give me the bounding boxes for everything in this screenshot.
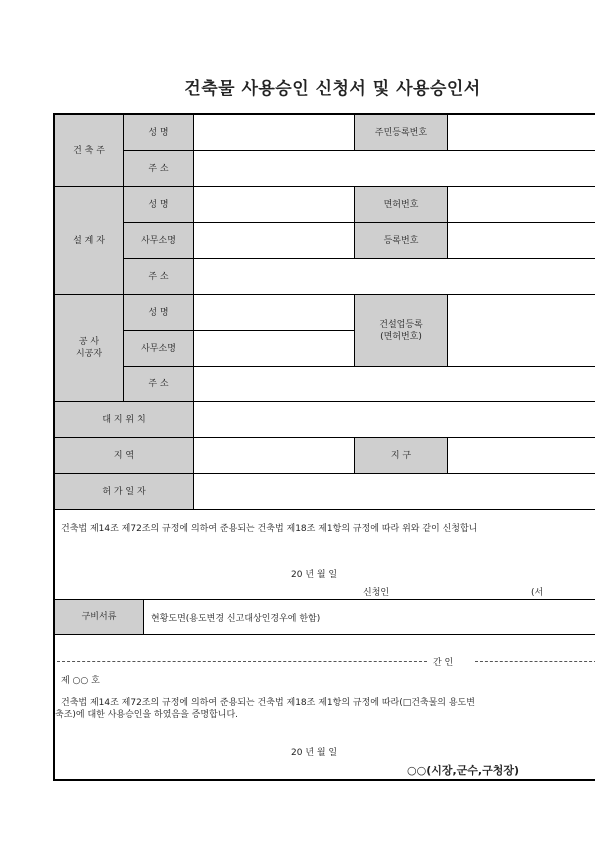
certificate-text-1: 건축법 제14조 제72조의 규정에 의하여 준용되는 건축법 제18조 제1항의 규정에 따라(□건축물의 용도변: [61, 698, 475, 708]
certificate-date: 20 년 월 일: [291, 748, 338, 758]
documents-text: 현황도면(용도변경 신고대상인경우에 한함): [151, 614, 321, 624]
designer-license-label: 면허번호: [355, 187, 448, 223]
permit-date-label: 허 가 일 자: [55, 474, 194, 510]
zone-field[interactable]: [194, 438, 355, 474]
permit-date-field[interactable]: [194, 474, 595, 510]
designer-group-label: 설 계 자: [55, 187, 124, 295]
district-field[interactable]: [448, 438, 595, 474]
certificate-text-2: 축조)에 대한 사용승인을 하였음을 증명합니다.: [55, 710, 239, 720]
owner-resident-field[interactable]: [448, 115, 595, 151]
designer-name-field[interactable]: [194, 187, 355, 223]
contractor-group-line2: 시공자: [75, 349, 103, 359]
contractor-name-label: 성 명: [124, 295, 194, 331]
contractor-license-label: [355, 295, 448, 367]
contractor-license-line2: (면허번호): [380, 331, 422, 342]
certificate-number: 제 ○○ 호: [61, 676, 100, 686]
designer-registration-label: 등록번호: [355, 223, 448, 259]
owner-address-label: 주 소: [124, 151, 194, 187]
owner-name-field[interactable]: [194, 115, 355, 151]
site-label: 대 지 위 치: [55, 402, 194, 438]
owner-group-label: 건 축 주: [55, 115, 124, 187]
zone-label: 지 역: [55, 438, 194, 474]
owner-resident-label: 주민등록번호: [355, 115, 448, 151]
contractor-address-field[interactable]: [194, 367, 595, 402]
contractor-license-field[interactable]: [448, 295, 595, 367]
designer-address-field[interactable]: [194, 259, 595, 295]
applicant-label: 신청인: [363, 588, 390, 598]
application-statement: 건축법 제14조 제72조의 규정에 의하여 준용되는 건축법 제18조 제1항의 규정에 따라 위와 같이 신청합니: [61, 524, 478, 534]
site-field[interactable]: [194, 402, 595, 438]
issuer-name: ○○(시장,군수,구청장): [407, 764, 519, 777]
contractor-license-line1: 건설업등록: [379, 319, 423, 330]
form-title: 건축물 사용승인 신청서 및 사용승인서: [184, 79, 481, 99]
contractor-group-line1: 공 사: [78, 337, 100, 347]
contractor-office-field[interactable]: [194, 331, 355, 367]
contractor-name-field[interactable]: [194, 295, 355, 331]
documents-label: 구비서류: [55, 600, 144, 634]
owner-name-label: 성 명: [124, 115, 194, 151]
cut-line-left: [57, 661, 427, 662]
application-date: 20 년 월 일: [291, 570, 338, 580]
owner-address-field[interactable]: [194, 151, 595, 187]
designer-registration-field[interactable]: [448, 223, 595, 259]
designer-name-label: 성 명: [124, 187, 194, 223]
contractor-address-label: 주 소: [124, 367, 194, 402]
designer-office-field[interactable]: [194, 223, 355, 259]
district-label: 지 구: [355, 438, 448, 474]
contractor-group-label: [55, 295, 124, 402]
designer-license-field[interactable]: [448, 187, 595, 223]
application-form: [53, 113, 595, 781]
designer-address-label: 주 소: [124, 259, 194, 295]
cut-line-right: [475, 661, 595, 662]
contractor-office-label: 사무소명: [124, 331, 194, 367]
designer-office-label: 사무소명: [124, 223, 194, 259]
cut-label: 간 인: [433, 658, 454, 668]
signature-mark: (서: [531, 588, 544, 598]
